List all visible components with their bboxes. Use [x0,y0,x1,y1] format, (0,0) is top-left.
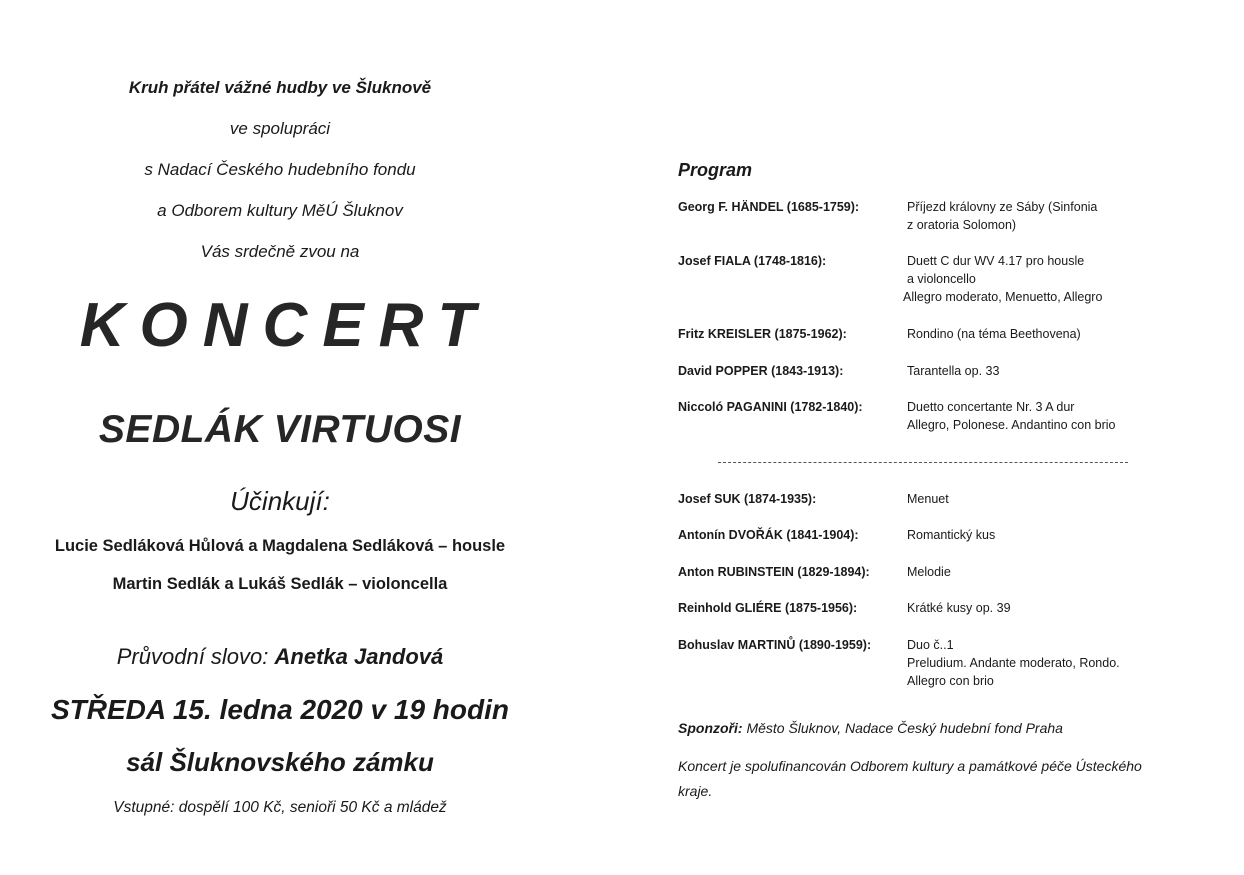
performers-violins: Lucie Sedláková Hůlová a Magdalena Sedláková – housle [54,537,506,555]
intro-label: Průvodní slovo: [116,644,269,669]
work-title: Romantický kus [907,528,996,542]
work-title: Duett C dur WV 4.17 pro housle a violoncello Allegro moderato, Menuetto, Allegro [903,254,1103,304]
invitation-panel [0,0,560,875]
event-date: STŘEDA 15. ledna 2020 v 19 hodin [50,694,509,725]
event-venue: sál Šluknovského zámku [126,747,434,777]
composer-name: Josef FIALA (1748-1816): [678,254,827,268]
ensemble-name: SEDLÁK VIRTUOSI [98,408,462,451]
work-title: Rondino (na téma Beethovena) [907,327,1081,341]
invite-line: Vás srdečně zvou na [200,242,360,261]
work-title: Menuet [907,492,949,506]
program-panel [660,0,1244,875]
work-title: Duetto concertante Nr. 3 A dur Allegro, Polonese. Andantino con brio [907,400,1116,432]
work-title: Duo č..1 Preludium. Andante moderato, Rondo. Allegro con brio [907,638,1120,688]
organizer-line: Kruh přátel vážné hudby ve Šluknově [128,78,432,97]
work-title: Tarantella op. 33 [907,364,1000,378]
sponsors-label: Sponzoři: [678,720,743,736]
work-title: Příjezd královny ze Sáby (Sinfonia z oratoria Solomon) [907,200,1098,232]
composer-name: Anton RUBINSTEIN (1829-1894): [678,565,870,579]
partner-foundation-line: s Nadací Českého hudebního fondu [144,160,416,179]
composer-name: David POPPER (1843-1913): [678,364,844,378]
composer-name: Josef SUK (1874-1935): [678,492,817,506]
partner-office-line: a Odborem kultury MěÚ Šluknov [157,201,403,220]
admission-fee: Vstupné: dospělí 100 Kč, senioři 50 Kč a mládež [113,799,447,816]
cooperation-line: ve spolupráci [229,119,331,138]
performers-cellos: Martin Sedlák a Lukáš Sedlák – violoncella [112,575,448,593]
composer-name: Georg F. HÄNDEL (1685-1759): [678,200,860,214]
funding-note: Koncert je spolufinancován Odborem kultury a památkové péče Ústeckého kraje. [678,758,1142,799]
intro-name: Anetka Jandová [274,644,444,669]
composer-name: Bohuslav MARTINŮ (1890-1959): [678,638,872,652]
intermission-divider [718,462,1128,463]
program-title: Program [678,160,753,180]
work-title: Melodie [907,565,951,579]
composer-name: Niccoló PAGANINI (1782-1840): [678,400,863,414]
concert-title: KONCERT [79,291,491,360]
sponsors-text: Město Šluknov, Nadace Český hudební fond Praha [746,720,1063,736]
composer-name: Fritz KREISLER (1875-1962): [678,327,847,341]
composer-name: Antonín DVOŘÁK (1841-1904): [678,528,859,542]
work-title: Krátké kusy op. 39 [907,601,1011,615]
performers-label: Účinkují: [230,486,330,516]
intro-speaker [0,644,560,670]
composer-name: Reinhold GLIÉRE (1875-1956): [678,601,858,615]
sponsors-line [678,720,1063,736]
